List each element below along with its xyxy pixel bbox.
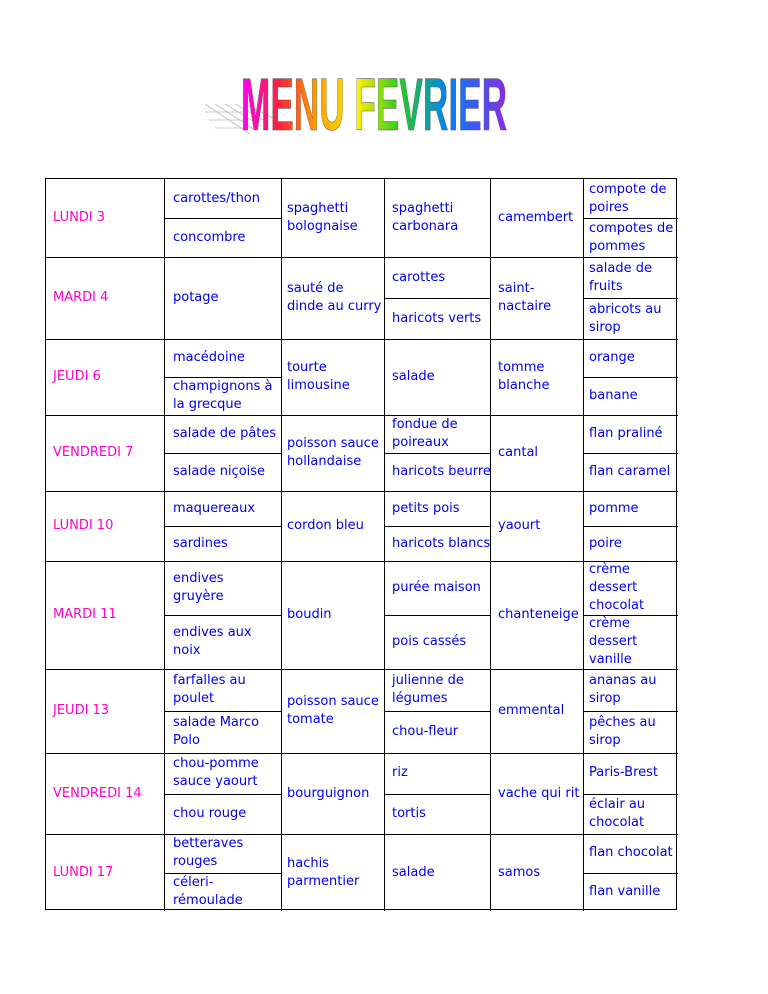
menu-item-accomp: spaghetti carbonara <box>392 201 459 234</box>
day-label: JEUDI 6 <box>53 369 101 384</box>
day-label: VENDREDI 14 <box>53 785 142 801</box>
menu-item-dessert: flan chocolat <box>589 845 673 861</box>
cell-split-line <box>385 298 490 299</box>
cell-split-line <box>165 526 281 527</box>
menu-table <box>45 178 677 910</box>
menu-item-plat: bourguignon <box>287 785 370 801</box>
cell-split-line <box>584 711 678 712</box>
cell-split-line <box>385 526 490 527</box>
menu-item-plat: tourte limousine <box>287 360 350 393</box>
menu-item-accomp: carottes <box>392 269 446 285</box>
day-label: LUNDI 3 <box>53 210 106 225</box>
row-divider <box>46 834 678 835</box>
menu-item-fromage: chanteneige <box>498 607 579 622</box>
menu-item-entrees: endives aux noix <box>173 625 252 658</box>
menu-item-entrees: chou rouge <box>173 805 247 821</box>
menu-item-fromage: vache qui rit <box>498 785 580 801</box>
menu-item-plat: sauté de dinde au curry <box>287 281 382 314</box>
menu-item-fromage: cantal <box>498 445 539 460</box>
menu-item-accomp: salade <box>392 369 435 384</box>
day-label: MARDI 4 <box>53 290 109 305</box>
row-divider <box>46 491 678 492</box>
cell-split-line <box>385 615 490 616</box>
menu-item-accomp: salade <box>392 864 435 880</box>
menu-item-entrees: salade Marco Polo <box>173 715 260 748</box>
cell-split-line <box>165 453 281 454</box>
cell-split-line <box>584 453 678 454</box>
menu-item-dessert: flan caramel <box>589 464 671 479</box>
cell-split-line <box>165 711 281 712</box>
menu-item-accomp: haricots blancs <box>392 535 491 551</box>
column-divider <box>281 179 282 911</box>
menu-item-fromage: saint-nactaire <box>498 281 552 314</box>
row-divider <box>46 669 678 670</box>
page-title: MENU FEVRIER <box>241 63 507 146</box>
menu-item-entrees: salade niçoise <box>173 464 266 479</box>
menu-item-accomp: pois cassés <box>392 634 467 649</box>
menu-item-dessert: banane <box>589 388 638 403</box>
menu-item-dessert: flan vanille <box>589 883 661 899</box>
day-label: VENDREDI 7 <box>53 445 134 460</box>
menu-item-entrees: salade de pâtes <box>173 426 277 441</box>
menu-item-entrees: potage <box>173 290 219 305</box>
day-label: LUNDI 10 <box>53 518 114 533</box>
row-divider <box>46 561 678 562</box>
menu-item-dessert: orange <box>589 350 635 365</box>
menu-item-dessert: flan praliné <box>589 426 663 441</box>
cell-split-line <box>584 794 678 795</box>
menu-item-accomp: haricots verts <box>392 310 482 326</box>
menu-item-accomp: purée maison <box>392 580 481 595</box>
menu-item-dessert: compote de poires <box>589 181 667 215</box>
menu-item-fromage: emmental <box>498 703 565 718</box>
title-wordart <box>195 42 525 146</box>
menu-item-plat: cordon bleu <box>287 518 364 533</box>
menu-item-dessert: crème dessert vanille <box>589 616 638 667</box>
menu-item-plat: spaghetti bolognaise <box>287 201 358 234</box>
cell-split-line <box>584 526 678 527</box>
menu-item-accomp: haricots beurre <box>392 464 491 479</box>
menu-item-dessert: pomme <box>589 500 639 516</box>
cell-split-line <box>165 218 281 219</box>
menu-item-entrees: chou-pomme sauce yaourt <box>173 756 259 790</box>
cell-split-line <box>584 377 678 378</box>
menu-item-accomp: tortis <box>392 805 426 821</box>
menu-item-entrees: maquereaux <box>173 500 256 516</box>
row-divider <box>46 415 678 416</box>
row-divider <box>46 257 678 258</box>
menu-item-accomp: riz <box>392 765 408 781</box>
menu-item-entrees: sardines <box>173 535 228 551</box>
cell-split-line <box>165 794 281 795</box>
day-label: MARDI 11 <box>53 607 117 622</box>
menu-item-fromage: yaourt <box>498 518 541 533</box>
menu-item-fromage: camembert <box>498 210 574 225</box>
menu-item-accomp: chou-fleur <box>392 724 459 739</box>
day-label: JEUDI 13 <box>53 703 110 718</box>
menu-item-entrees: carottes/thon <box>173 190 261 206</box>
menu-item-entrees: champignons à la grecque <box>173 379 273 412</box>
menu-item-dessert: Paris-Brest <box>589 765 659 781</box>
menu-item-fromage: tomme blanche <box>498 360 550 393</box>
menu-item-plat: poisson sauce hollandaise <box>287 436 379 469</box>
menu-item-fromage: samos <box>498 864 541 880</box>
menu-item-dessert: ananas au sirop <box>589 673 657 706</box>
menu-item-entrees: betteraves rouges <box>173 836 244 870</box>
column-divider <box>384 179 385 911</box>
menu-item-dessert: pêches au sirop <box>589 715 656 748</box>
row-divider <box>46 753 678 754</box>
menu-item-dessert: compotes de pommes <box>589 220 674 254</box>
menu-item-dessert: salade de fruits <box>589 260 652 294</box>
menu-item-entrees: concombre <box>173 229 246 245</box>
cell-split-line <box>165 615 281 616</box>
menu-item-dessert: éclair au chocolat <box>589 796 646 830</box>
day-label: LUNDI 17 <box>53 864 114 880</box>
menu-item-dessert: abricots au sirop <box>589 301 662 335</box>
cell-split-line <box>385 711 490 712</box>
row-divider <box>46 339 678 340</box>
cell-split-line <box>584 873 678 874</box>
menu-item-plat: hachis parmentier <box>287 855 360 889</box>
cell-split-line <box>385 794 490 795</box>
menu-item-entrees: macédoine <box>173 350 245 365</box>
menu-item-plat: boudin <box>287 607 332 622</box>
cell-split-line <box>385 453 490 454</box>
menu-item-entrees: céleri-rémoulade <box>173 874 243 908</box>
menu-item-accomp: petits pois <box>392 500 460 516</box>
menu-item-accomp: fondue de poireaux <box>392 417 458 450</box>
menu-item-accomp: julienne de légumes <box>392 673 464 706</box>
menu-item-entrees: farfalles au poulet <box>173 673 246 706</box>
menu-item-dessert: poire <box>589 535 622 551</box>
menu-item-dessert: crème dessert chocolat <box>589 562 645 613</box>
cell-split-line <box>584 298 678 299</box>
column-divider <box>164 179 165 911</box>
menu-item-entrees: endives gruyère <box>173 571 224 604</box>
menu-item-plat: poisson sauce tomate <box>287 694 379 727</box>
